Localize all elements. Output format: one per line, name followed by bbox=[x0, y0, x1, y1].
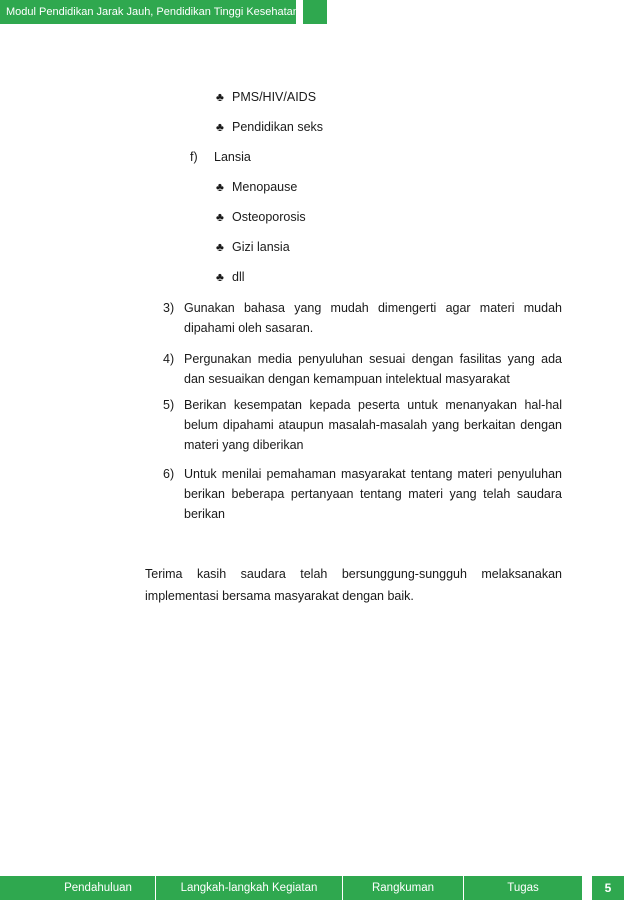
tab-langkah-langkah-kegiatan[interactable]: Langkah-langkah Kegiatan bbox=[180, 882, 318, 894]
bullet-item: ♣ PMS/HIV/AIDS bbox=[216, 90, 317, 104]
list-item-text: Pergunakan media penyuluhan sesuai dengan fasilitas yang ada dan sesuaikan dengan kemampuan intelektual masyarakat bbox=[184, 352, 562, 386]
module-title: Modul Pendidikan Jarak Jauh, Pendidikan Tinggi Kesehatan bbox=[6, 6, 299, 18]
club-bullet-icon: ♣ bbox=[216, 180, 224, 194]
bullet-item: ♣ Gizi lansia bbox=[216, 240, 290, 254]
list-item-text: Berikan kesempatan kepada peserta untuk menanyakan hal-hal belum dipahami ataupun masalah-masalah yang berkaitan dengan materi yang diberikan bbox=[184, 398, 562, 452]
bullet-item: ♣ Osteoporosis bbox=[216, 210, 306, 224]
page-number: 5 bbox=[592, 876, 624, 900]
header-accent-square bbox=[303, 0, 327, 24]
tab-rangkuman[interactable]: Rangkuman bbox=[371, 882, 434, 894]
sub-item-marker: f) bbox=[190, 150, 198, 164]
list-number: 5) bbox=[163, 398, 175, 412]
list-number: 3) bbox=[163, 301, 175, 315]
club-bullet-icon: ♣ bbox=[216, 90, 224, 104]
list-number: 6) bbox=[163, 467, 175, 481]
sub-item-label: Lansia bbox=[214, 150, 251, 164]
club-bullet-icon: ♣ bbox=[216, 210, 224, 224]
list-item-text: Untuk menilai pemahaman masyarakat tentang materi penyuluhan berikan beberapa pertanyaan tentang materi yang telah saudara berikan bbox=[184, 467, 562, 521]
footer-nav bbox=[0, 876, 582, 900]
club-bullet-icon: ♣ bbox=[216, 120, 224, 134]
club-bullet-icon: ♣ bbox=[216, 240, 224, 254]
tab-tugas[interactable]: Tugas bbox=[507, 882, 539, 894]
bullet-item: ♣ dll bbox=[216, 270, 245, 284]
module-title-banner bbox=[0, 0, 299, 24]
tab-pendahuluan[interactable]: Pendahuluan bbox=[64, 882, 132, 894]
list-item-text: Gunakan bahasa yang mudah dimengerti agar materi mudah dipahami oleh sasaran. bbox=[184, 301, 562, 335]
club-bullet-icon: ♣ bbox=[216, 270, 224, 284]
bullet-item: ♣ Menopause bbox=[216, 180, 298, 194]
bullet-item: ♣ Pendidikan seks bbox=[216, 120, 324, 134]
list-number: 4) bbox=[163, 352, 175, 366]
closing-paragraph: Terima kasih saudara telah bersunggung-sungguh melaksanakan implementasi bersama masyarakat dengan baik. bbox=[145, 567, 562, 603]
